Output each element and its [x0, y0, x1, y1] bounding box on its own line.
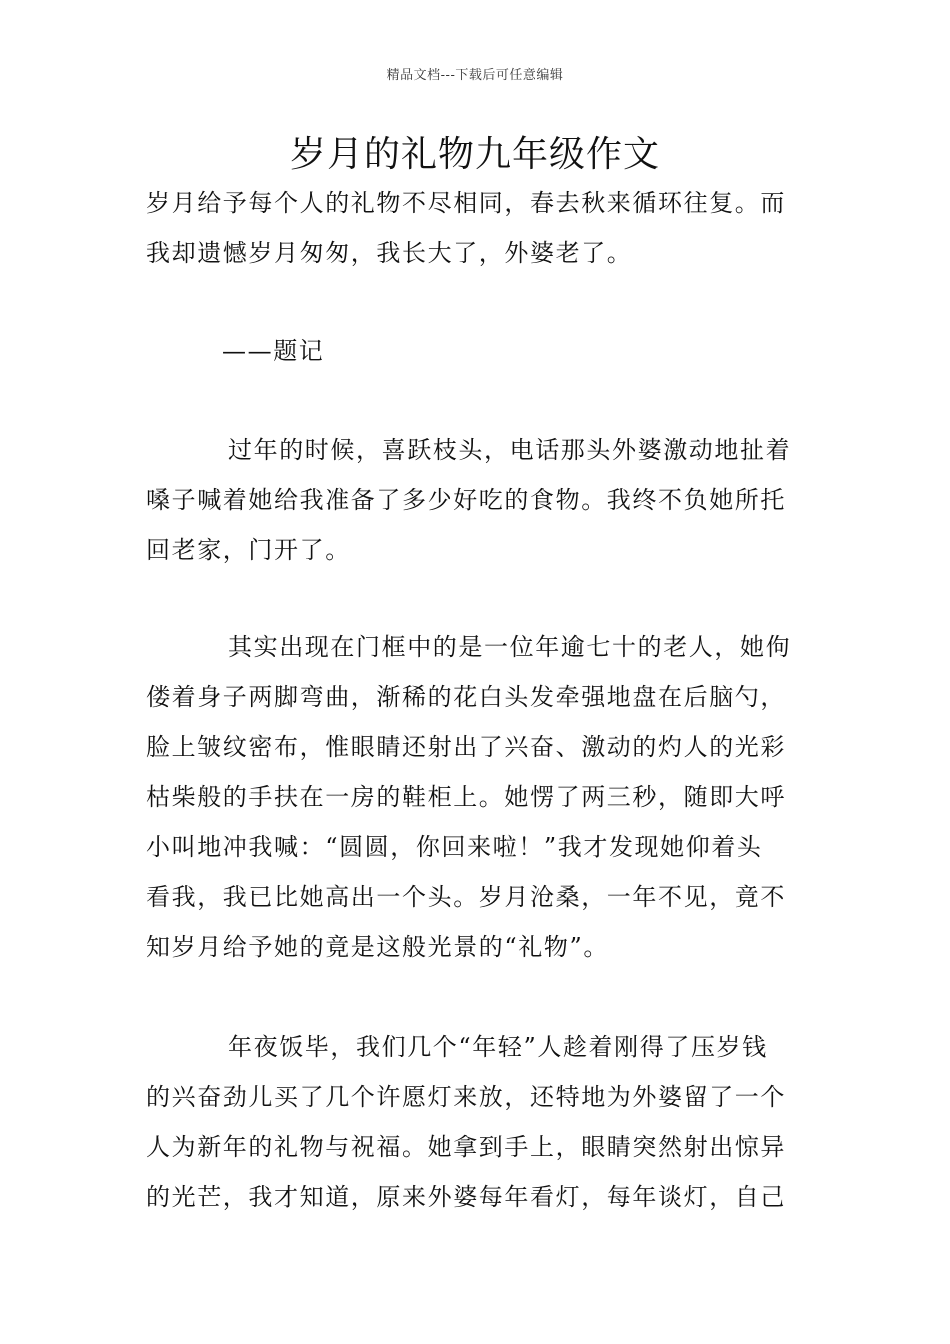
epigraph-signature: [222, 326, 522, 376]
paragraph-2: [146, 425, 810, 575]
text-line: 脸上皱纹密布，惟眼睛还射出了兴奋、激动的灼人的光彩: [146, 733, 786, 761]
text-line: 偻着身子两脚弯曲，渐稀的花白头发牵强地盘在后脑勺，: [146, 683, 786, 711]
text-line: 知岁月给予她的竟是这般光景的“礼物”。: [146, 933, 609, 961]
text-line: 的光芒，我才知道，原来外婆每年看灯，每年谈灯，自己: [146, 1183, 786, 1211]
text-line: 的兴奋劲儿买了几个许愿灯来放，还特地为外婆留了一个: [146, 1083, 786, 1111]
text-line: 年夜饭毕，我们几个“年轻”人趁着刚得了压岁钱: [228, 1033, 768, 1061]
text-line: 过年的时候，喜跃枝头，电话那头外婆激动地扯着: [228, 436, 792, 464]
text-line: ——题记: [222, 337, 325, 365]
paragraph-intro: [146, 178, 810, 278]
text-line: 其实出现在门框中的是一位年逾七十的老人，她佝: [228, 633, 792, 661]
text-line: 回老家，门开了。: [146, 536, 351, 564]
text-line: 我却遗憾岁月匆匆，我长大了，外婆老了。: [146, 239, 633, 267]
essay-title: 岁月的礼物九年级作文: [289, 134, 660, 175]
text-line: 岁月给予每个人的礼物不尽相同，春去秋来循环往复。而: [146, 189, 786, 217]
text-line: 嗓子喊着她给我准备了多少好吃的食物。我终不负她所托: [146, 486, 786, 514]
text-line: 看我，我已比她高出一个头。岁月沧桑，一年不见，竟不: [146, 883, 786, 911]
text-line: 人为新年的礼物与祝福。她拿到手上，眼睛突然射出惊异: [146, 1133, 786, 1161]
text-line: 小叫地冲我喊：“圆圆，你回来啦！”我才发现她仰着头: [146, 833, 763, 861]
text-line: 枯柴般的手扶在一房的鞋柜上。她愣了两三秒，随即大呼: [146, 783, 786, 811]
paragraph-3: [146, 622, 810, 972]
paragraph-4: [146, 1022, 810, 1222]
page-header: 精品文档---下载后可任意编辑: [386, 68, 564, 83]
